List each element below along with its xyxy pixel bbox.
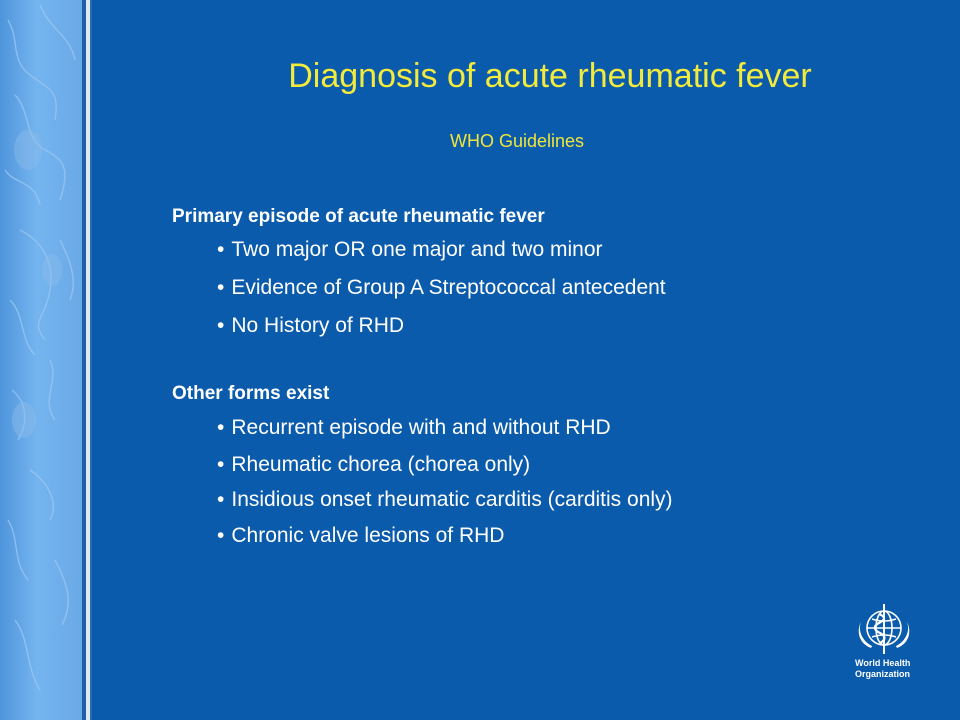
bullet-item <box>217 274 666 302</box>
bullet-item <box>217 236 603 264</box>
decorative-sidebar <box>0 0 82 720</box>
divider-thin <box>90 0 92 720</box>
bullet-text: Chronic valve lesions of RHD <box>231 524 505 547</box>
bullet-icon: • <box>217 416 225 439</box>
bullet-item <box>217 451 530 479</box>
bullet-text: Insidious onset rheumatic carditis (carditis only) <box>231 488 673 511</box>
bullet-text: Evidence of Group A Streptococcal antecedent <box>231 276 666 299</box>
who-logo <box>848 600 924 684</box>
slide-title: Diagnosis of acute rheumatic fever <box>288 57 812 95</box>
bullet-icon: • <box>217 238 225 261</box>
bullet-icon: • <box>217 314 225 337</box>
sketch-illustration-icon <box>0 0 82 720</box>
who-logo-text <box>855 658 910 680</box>
bullet-icon: • <box>217 276 225 299</box>
who-logo-line1: World Health <box>855 658 911 668</box>
bullet-icon: • <box>217 453 225 476</box>
bullet-text: Rheumatic chorea (chorea only) <box>231 453 531 476</box>
section-heading-primary: Primary episode of acute rheumatic fever <box>172 206 545 227</box>
bullet-text: No History of RHD <box>231 314 405 337</box>
bullet-item <box>217 486 673 514</box>
bullet-icon: • <box>217 488 225 511</box>
slide-subtitle: WHO Guidelines <box>449 131 585 151</box>
bullet-text: Two major OR one major and two minor <box>231 238 603 261</box>
bullet-item <box>217 522 504 550</box>
section-heading-other: Other forms exist <box>172 383 330 404</box>
bullet-item <box>217 312 404 340</box>
bullet-icon: • <box>217 524 225 547</box>
bullet-text: Recurrent episode with and without RHD <box>231 416 611 439</box>
who-logo-line2: Organization <box>855 669 911 679</box>
bullet-item <box>217 414 611 442</box>
who-emblem-icon <box>848 600 924 658</box>
